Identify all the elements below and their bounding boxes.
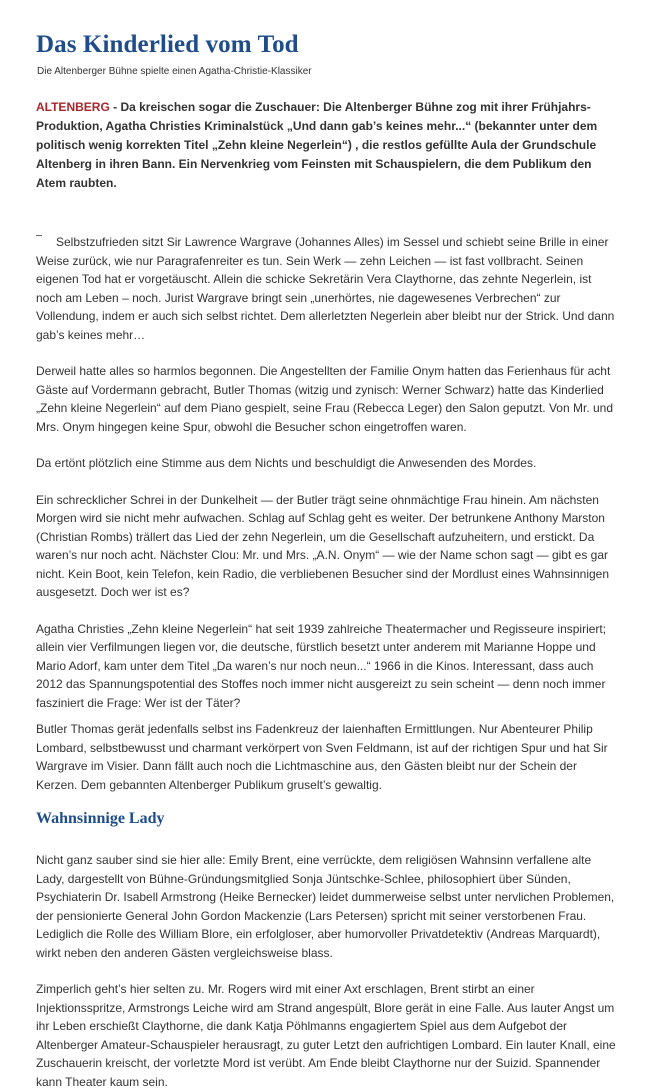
- paragraph-1: [36, 233, 616, 344]
- article-subline: Die Altenberger Bühne spielte einen Agatha-Christie-Klassiker: [37, 66, 312, 77]
- article-lead: [36, 98, 616, 193]
- article: [36, 30, 616, 1091]
- paragraph-1-text: Selbstzufrieden sitzt Sir Lawrence Wargrave (Johannes Alles) im Sessel und schiebt seine Brille in einer Weise zurück, wie nur Paragrafenreiter es tun. Sein Werk — zehn Leichen — ist fast vollbracht. Seinen eigenen Tod hat er vorgetäuscht. Allein die schicke Sekretärin Vera Claythorne, das zehnte Negerlein, ist noch am Leben – noch. Jurist Wargrave bringt sein „unerhörtes, nie dagewesenes Verbrechen“ zur Vollendung, indem er auch sich selbst richtet. Dem allerletzten Negerlein aber bleibt nur der Strick. Und dann gab’s keines mehr…: [36, 235, 615, 342]
- paragraph-7: Nicht ganz sauber sind sie hier alle: Emily Brent, eine verrückte, dem religiösen Wahnsinn verfallene alte Lady, dargestellt von Bühne-Gründungsmitglied Sonja Jüntschke-Schlee, philosophiert über Sünden, Psychiaterin Dr. Isabell Armstrong (Heike Bernecker) leidet dummerweise selbst unter nervlichen Problemen, der pensionierte General John Gordon Mackenzie (Lars Petersen) spricht mit seiner verstorbenen Frau. Lediglich die Rolle des William Blore, ein erfolgloser, aber humorvoller Privatdetektiv (Andreas Marquardt), wirkt neben den anderen Gästen vergleichsweise blass.: [36, 853, 615, 960]
- paragraph-2: Derweil hatte alles so harmlos begonnen. Die Angestellten der Familie Onym hatten das Ferienhaus für acht Gäste auf Vordermann gebracht, Butler Thomas (witzig und zynisch: Werner Schwarz) hatte das Kinderlied „Zehn kleine Negerlein“ auf dem Piano gespielt, seine Frau (Rebecca Leger) den Salon geputzt. Von Mr. und Mrs. Onym hingegen keine Spur, obwohl die Besucher schon eingetroffen waren.: [36, 364, 614, 434]
- paragraph-marker: [36, 235, 42, 236]
- paragraph-6: Butler Thomas gerät jedenfalls selbst ins Fadenkreuz der laienhaften Ermittlungen. Nur Abenteurer Philip Lombard, selbstbewusst und charmant verkörpert von Sven Feldmann, ist auf der richtigen Spur und hat Sir Wargrave im Visier. Dann fällt auch noch die Lichtmaschine aus, den Gästen bleibt nur der Schein der Kerzen. Dem gebannten Altenberger Publikum gruselt’s gewaltig.: [36, 722, 608, 792]
- paragraph-3: Da ertönt plötzlich eine Stimme aus dem Nichts und beschuldigt die Anwesenden des Mordes.: [36, 456, 537, 470]
- paragraph-8: Zimperlich geht’s hier selten zu. Mr. Rogers wird mit einer Axt erschlagen, Brent stirbt an einer Injektionsspritze, Armstrongs Leiche wird am Strand angespült, Blore gerät in eine Falle. Aus lauter Angst um ihr Leben erschießt Claythorne, die dank Katja Pöhlmanns engagiertem Spiel aus dem Aufgebot der Altenberger Amateur-Schauspieler herausragt, zu guter Letzt den aufrichtigen Lombard. Ein lauter Knall, eine Zuschauerin kreischt, der vorletzte Mord ist verübt. Am Ende bleibt Claythorne nur der Suizid. Spannender kann Theater kaum sein.: [36, 982, 616, 1089]
- paragraph-4: Ein schrecklicher Schrei in der Dunkelheit — der Butler trägt seine ohnmächtige Frau hinein. Am nächsten Morgen wird sie nicht mehr aufwachen. Schlag auf Schlag geht es weiter. Der betrunkene Anthony Marston (Christian Rombs) trällert das Lied der zehn Negerlein, um die Gesellschaft aufzuheitern, und erstickt. Da waren’s nur noch acht. Nächster Clou: Mr. und Mrs. „A.N. Onym“ — wie der Name schon sagt — gibt es gar nicht. Kein Boot, kein Telefon, kein Radio, die verbliebenen Besucher sind der Mordlust eines Wahnsinnigen ausgesetzt. Doch wer ist es?: [36, 492, 610, 599]
- dateline: ALTENBERG: [36, 100, 110, 114]
- article-headline: Das Kinderlied vom Tod: [36, 31, 299, 58]
- paragraph-5: Agatha Christies „Zehn kleine Negerlein“ hat seit 1939 zahlreiche Theatermacher und Regisseure inspiriert; allein vier Verfilmungen liegen vor, die deutsche, fürstlich besetzt unter anderem mit Marianne Hoppe und Mario Adorf, kam unter dem Titel „Da waren’s nur noch neun...“ 1966 in die Kinos. Interessant, dass auch 2012 das Spannungspotential des Stoffes noch immer nicht ausgereizt zu sein scheint — denn noch immer fasziniert die Frage: Wer ist der Täter?: [36, 621, 607, 710]
- section-subheading: Wahnsinnige Lady: [36, 810, 165, 827]
- lead-text: - Da kreischen sogar die Zuschauer: Die Altenberger Bühne zog mit ihrer Frühjahrs-Produktion, Agatha Christies Kriminalstück „Und dann gab’s keines mehr...“ (bekannter unter dem politisch wenig korrekten Titel „Zehn kleine Negerlein“) , die restlos gefüllte Aula der Grundschule Altenberg in ihren Bann. Ein Nervenkrieg vom Feinsten mit Schauspielern, die dem Publikum den Atem raubten.: [36, 100, 598, 190]
